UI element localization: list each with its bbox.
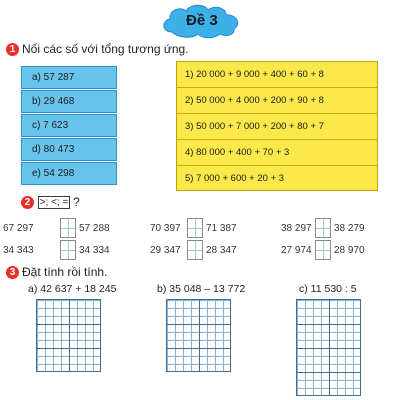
work-grid-a[interactable] [36,299,101,372]
work-grid-b[interactable] [166,299,231,372]
compare-3-answer-box[interactable] [315,218,331,238]
number-card-e[interactable]: e) 54 298 [21,162,117,185]
sum-row-2[interactable]: 2) 50 000 + 4 000 + 200 + 90 + 8 [177,88,377,114]
sum-row-5[interactable]: 5) 7 000 + 600 + 20 + 3 [185,173,285,184]
compare-2-right: 71 387 [206,223,237,234]
section-3-badge: 3 [6,266,19,279]
number-card-a[interactable]: a) 57 287 [21,66,117,89]
section-2-badge: 2 [21,196,34,209]
compare-1-answer-box[interactable] [60,218,76,238]
compare-3-left: 38 297 [281,223,312,234]
section-1-instruction: Nối các số với tổng tương ứng. [22,42,189,56]
compare-4-left: 34 343 [3,245,34,256]
problem-a-expression: a) 42 637 + 18 245 [28,283,117,295]
sums-table [176,61,378,191]
compare-5-right: 28 347 [206,245,237,256]
sum-row-4[interactable]: 4) 80 000 + 400 + 70 + 3 [177,140,377,166]
compare-1-right: 57 288 [79,223,110,234]
work-grid-c[interactable] [296,299,361,396]
compare-5-left: 29 347 [150,245,181,256]
compare-6-right: 28 970 [334,245,365,256]
compare-3-right: 38 279 [334,223,365,234]
compare-5-answer-box[interactable] [187,240,203,260]
problem-b-expression: b) 35 048 – 13 772 [157,283,246,295]
sum-row-3[interactable]: 3) 50 000 + 7 000 + 200 + 80 + 7 [177,114,377,140]
compare-6-left: 27 974 [281,245,312,256]
compare-4-right: 34 334 [79,245,110,256]
compare-1-left: 67 297 [3,223,34,234]
problem-c-expression: c) 11 530 : 5 [299,283,357,295]
compare-2-answer-box[interactable] [187,218,203,238]
number-card-d[interactable]: d) 80 473 [21,138,117,161]
section-1-badge: 1 [6,43,19,56]
operators-box: >; <; = [39,197,69,208]
section-3-instruction: Đặt tính rồi tính. [22,265,108,279]
sum-row-1[interactable]: 1) 20 000 + 9 000 + 400 + 60 + 8 [177,62,377,88]
page-title: Đề 3 [186,12,218,29]
compare-2-left: 70 397 [150,223,181,234]
compare-4-answer-box[interactable] [60,240,76,260]
number-card-b[interactable]: b) 29 468 [21,90,117,113]
operators-question-mark: ? [73,195,80,209]
number-card-c[interactable]: c) 7 623 [21,114,117,137]
compare-6-answer-box[interactable] [315,240,331,260]
